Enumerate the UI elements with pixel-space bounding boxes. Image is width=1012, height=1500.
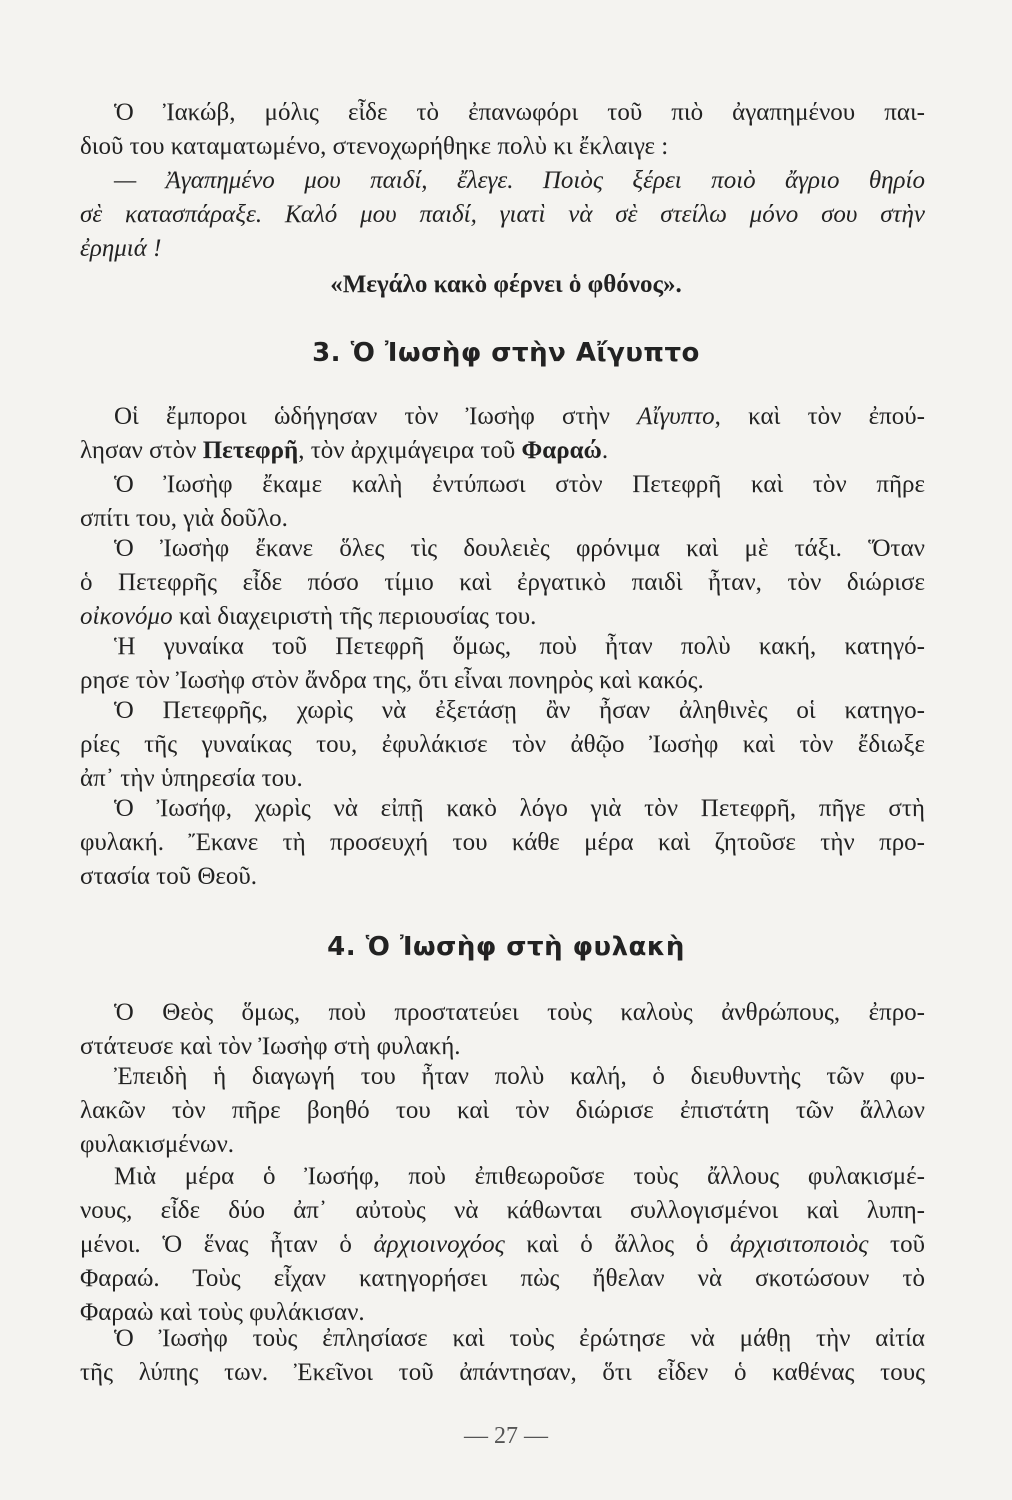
proverb: «Μεγάλο κακὸ φέρνει ὁ φθόνος».	[330, 271, 682, 298]
section-4-paragraph-4	[80, 1322, 925, 1390]
text-line: Φαραὼ καὶ τοὺς φυλάκισαν.	[80, 1299, 365, 1326]
section-3-paragraph-2	[80, 468, 925, 536]
text-line: οἰκονόμο καὶ διαχειριστὴ τῆς περιουσίας του.	[80, 603, 537, 630]
text-line: ρίες τῆς γυναίκας του, ἐφυλάκισε τὸν ἀθῷο Ἰωσὴφ καὶ τὸν ἔδιωξε	[80, 731, 925, 758]
section-4-heading: 4. Ὁ Ἰωσὴφ στὴ φυλακὴ	[327, 932, 685, 962]
text-line: — Ἀγαπημένο μου παιδί, ἔλεγε. Ποιὸς ξέρει ποιὸ ἄγριο θηρίο	[114, 167, 925, 194]
text-line: σπίτι του, γιὰ δοῦλο.	[80, 505, 288, 532]
text-line: Ὁ Ἰωσήφ, χωρὶς νὰ εἰπῇ κακὸ λόγο γιὰ τὸν Πετεφρῆ, πῆγε στὴ	[114, 795, 925, 822]
text-line: μένοι. Ὁ ἕνας ἦταν ὁ ἀρχιοινοχόος καὶ ὁ ἄλλος ὁ ἀρχισιτοποιὸς τοῦ	[80, 1231, 925, 1258]
text-line: λησαν στὸν Πετεφρῆ, τὸν ἀρχιμάγειρα τοῦ Φαραώ.	[80, 437, 609, 464]
text-line: ὁ Πετεφρῆς εἶδε πόσο τίμιο καὶ ἐργατικὸ παιδὶ ἦταν, τὸν διώρισε	[80, 569, 925, 596]
text-line: Ὁ Ἰωσὴφ ἔκανε ὅλες τὶς δουλειὲς φρόνιμα καὶ μὲ τάξι. Ὅταν	[114, 535, 925, 562]
text-line: Ὁ Πετεφρῆς, χωρὶς νὰ ἐξετάσῃ ἂν ἦσαν ἀληθινὲς οἱ κατηγο-	[114, 697, 925, 724]
text-line: Ὁ Ἰωσὴφ ἔκαμε καλὴ ἐντύπωσι στὸν Πετεφρῆ καὶ τὸν πῆρε	[114, 471, 925, 498]
text-line: Ὁ Ἰακώβ, μόλις εἶδε τὸ ἐπανωφόρι τοῦ πιὸ ἀγαπημένου παι-	[114, 99, 925, 126]
text-line: φυλακισμένων.	[80, 1131, 235, 1158]
text-line: Ὁ Ἰωσὴφ τοὺς ἐπλησίασε καὶ τοὺς ἐρώτησε νὰ μάθῃ τὴν αἰτία	[114, 1325, 925, 1352]
page-number: — 27 —	[464, 1423, 548, 1449]
section-4-paragraph-2	[80, 1060, 925, 1162]
text-line: Ἡ γυναίκα τοῦ Πετεφρῆ ὅμως, ποὺ ἦταν πολὺ κακή, κατηγό-	[114, 633, 925, 660]
text-line: στάτευσε καὶ τὸν Ἰωσὴφ στὴ φυλακή.	[80, 1033, 461, 1060]
section-3-paragraph-5	[80, 694, 925, 796]
text-line: φυλακή. Ἔκανε τὴ προσευχή του κάθε μέρα καὶ ζητοῦσε τὴν προ-	[80, 829, 925, 856]
text-line: Φαραώ. Τοὺς εἶχαν κατηγορήσει πὼς ἤθελαν νὰ σκοτώσουν τὸ	[80, 1265, 925, 1292]
text-line: στασία τοῦ Θεοῦ.	[80, 863, 258, 890]
section-4-paragraph-1	[80, 996, 925, 1064]
intro-paragraph-1	[80, 96, 925, 164]
text-line: Ὁ Θεὸς ὅμως, ποὺ προστατεύει τοὺς καλοὺς ἀνθρώπους, ἐπρο-	[114, 999, 925, 1026]
text-line: λακῶν τὸν πῆρε βοηθό του καὶ τὸν διώρισε ἐπιστάτη τῶν ἄλλων	[80, 1097, 925, 1124]
intro-paragraph-2	[80, 164, 925, 266]
section-3-paragraph-6	[80, 792, 925, 894]
text-line: τῆς λύπης των. Ἐκεῖνοι τοῦ ἀπάντησαν, ὅτι εἶδεν ὁ καθένας τους	[80, 1359, 925, 1386]
text-line: νους, εἶδε δύο ἀπ᾽ αὐτοὺς νὰ κάθωνται συλλογισμένοι καὶ λυπη-	[80, 1197, 925, 1224]
section-3-heading: 3. Ὁ Ἰωσὴφ στὴν Αἴγυπτο	[312, 338, 700, 368]
section-3-paragraph-3	[80, 532, 925, 634]
text-line: ἐρημιά !	[80, 235, 162, 262]
text-line: σὲ κατασπάραξε. Καλό μου παιδί, γιατὶ νὰ σὲ στείλω μόνο σου στὴν	[80, 201, 925, 228]
text-line: Μιὰ μέρα ὁ Ἰωσήφ, ποὺ ἐπιθεωροῦσε τοὺς ἄλλους φυλακισμέ-	[114, 1163, 925, 1190]
section-3-paragraph-1	[80, 400, 925, 468]
text-line: ἀπ᾽ τὴν ὑπηρεσία του.	[80, 765, 303, 792]
section-3-paragraph-4	[80, 630, 925, 698]
text-line: διοῦ του καταματωμένο, στενοχωρήθηκε πολὺ κι ἔκλαιγε :	[80, 133, 669, 160]
text-line: Ἐπειδὴ ἡ διαγωγή του ἦταν πολὺ καλή, ὁ διευθυντὴς τῶν φυ-	[114, 1063, 925, 1090]
section-4-paragraph-3	[80, 1160, 925, 1330]
text-line: ρησε τὸν Ἰωσὴφ στὸν ἄνδρα της, ὅτι εἶναι πονηρὸς καὶ κακός.	[80, 667, 704, 694]
text-line: Οἱ ἔμποροι ὡδήγησαν τὸν Ἰωσὴφ στὴν Αἴγυπτο, καὶ τὸν ἐπού-	[114, 403, 925, 430]
